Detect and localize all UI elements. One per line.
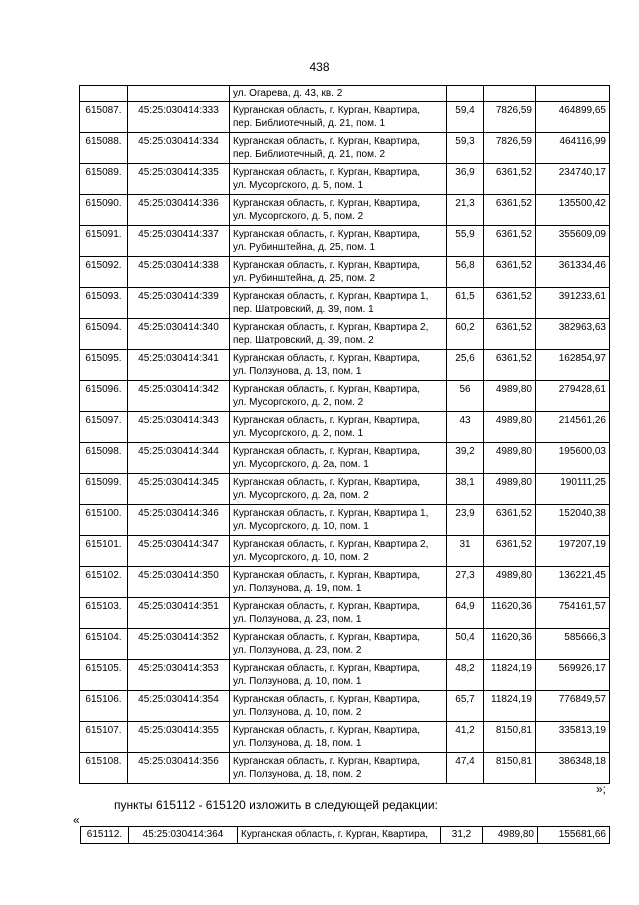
cadastral-cell: 45:25:030414:341 [128, 350, 230, 381]
price-cell: 6361,52 [484, 257, 536, 288]
area-cell: 48,2 [447, 660, 484, 691]
address-line-1: Курганская область, г. Курган, Квартира 1, [233, 291, 429, 302]
address-line-1: Курганская область, г. Курган, Квартира, [233, 415, 421, 426]
address-line-1: Курганская область, г. Курган, Квартира, [233, 260, 421, 271]
address-cell [230, 598, 447, 629]
table-row [80, 350, 610, 381]
address-line-2: ул. Ползунова, д. 10, пом. 2 [233, 707, 362, 718]
table-row [80, 257, 610, 288]
row-number-cell: 615100. [80, 505, 128, 536]
cadastral-cell: 45:25:030414:347 [128, 536, 230, 567]
address-cell [230, 350, 447, 381]
table-row [80, 660, 610, 691]
row-number-cell: 615097. [80, 412, 128, 443]
table-row [80, 133, 610, 164]
address-line-1: Курганская область, г. Курган, Квартира, [233, 756, 421, 767]
address-line-2: пер. Библиотечный, д. 21, пом. 2 [233, 149, 386, 160]
row-number-cell: 615092. [80, 257, 128, 288]
area-cell: 64,9 [447, 598, 484, 629]
cadastral-cell: 45:25:030414:356 [128, 753, 230, 784]
price-cell: 11620,36 [484, 598, 536, 629]
area-cell [447, 86, 484, 102]
address-line-1: Курганская область, г. Курган, Квартира, [233, 663, 421, 674]
row-number-cell: 615102. [80, 567, 128, 598]
cost-cell: 190111,25 [536, 474, 610, 505]
table-row [80, 443, 610, 474]
address-line-1: Курганская область, г. Курган, Квартира, [233, 167, 421, 178]
price-cell: 4989,80 [484, 381, 536, 412]
address-line-1: Курганская область, г. Курган, Квартира 2, [233, 322, 429, 333]
area-cell: 56,8 [447, 257, 484, 288]
table-row [80, 567, 610, 598]
cost-cell: 335813,19 [536, 722, 610, 753]
price-cell: 11824,19 [484, 660, 536, 691]
cadastral-cell: 45:25:030414:364 [129, 827, 238, 844]
address-cell [230, 567, 447, 598]
amended-table [80, 826, 610, 844]
price-cell: 6361,52 [484, 536, 536, 567]
cost-cell: 162854,97 [536, 350, 610, 381]
area-cell: 59,3 [447, 133, 484, 164]
row-number-cell: 615104. [80, 629, 128, 660]
cadastral-cell: 45:25:030414:335 [128, 164, 230, 195]
row-number-cell: 615099. [80, 474, 128, 505]
address-line-1: Курганская область, г. Курган, Квартира, [233, 229, 421, 240]
price-cell: 4989,80 [484, 443, 536, 474]
address-cell: Курганская область, г. Курган, Квартира, [238, 827, 441, 844]
area-cell: 55,9 [447, 226, 484, 257]
row-number-cell [80, 86, 128, 102]
cost-cell: 155681,66 [538, 827, 610, 844]
cadastral-cell [128, 86, 230, 102]
address-cell [230, 164, 447, 195]
page-number: 438 [309, 60, 330, 74]
price-cell: 4989,80 [484, 567, 536, 598]
table-row [80, 195, 610, 226]
address-cell [230, 133, 447, 164]
address-cell: ул. Огарева, д. 43, кв. 2 [230, 86, 447, 102]
cadastral-cell: 45:25:030414:355 [128, 722, 230, 753]
cost-cell [536, 86, 610, 102]
property-table [79, 85, 610, 784]
address-cell [230, 536, 447, 567]
address-line-1: Курганская область, г. Курган, Квартира 1, [233, 508, 429, 519]
cadastral-cell: 45:25:030414:354 [128, 691, 230, 722]
area-cell: 23,9 [447, 505, 484, 536]
cost-cell: 464899,65 [536, 102, 610, 133]
address-line-2: ул. Ползунова, д. 10, пом. 1 [233, 676, 362, 687]
cost-cell: 382963,63 [536, 319, 610, 350]
address-line-2: ул. Ползунова, д. 18, пом. 1 [233, 738, 362, 749]
cadastral-cell: 45:25:030414:334 [128, 133, 230, 164]
cadastral-cell: 45:25:030414:343 [128, 412, 230, 443]
row-number-cell: 615090. [80, 195, 128, 226]
address-cell [230, 722, 447, 753]
area-cell: 65,7 [447, 691, 484, 722]
address-line-1: Курганская область, г. Курган, Квартира, [233, 105, 421, 116]
table-row [80, 86, 610, 102]
address-line-2: ул. Мусоргского, д. 10, пом. 2 [233, 552, 369, 563]
row-number-cell: 615098. [80, 443, 128, 474]
table-row [80, 474, 610, 505]
cadastral-cell: 45:25:030414:333 [128, 102, 230, 133]
amendment-paragraph: пункты 615112 - 615120 изложить в следующей редакции: [114, 798, 438, 812]
address-line-2: ул. Ползунова, д. 13, пом. 1 [233, 366, 362, 377]
address-line-1: Курганская область, г. Курган, Квартира, [233, 136, 421, 147]
cost-cell: 197207,19 [536, 536, 610, 567]
address-line-2: ул. Ползунова, д. 19, пом. 1 [233, 583, 362, 594]
cadastral-cell: 45:25:030414:336 [128, 195, 230, 226]
address-cell [230, 288, 447, 319]
price-cell: 7826,59 [484, 133, 536, 164]
address-cell [230, 505, 447, 536]
address-line-1: Курганская область, г. Курган, Квартира, [233, 477, 421, 488]
price-cell: 6361,52 [484, 288, 536, 319]
table-row [80, 288, 610, 319]
cost-cell: 776849,57 [536, 691, 610, 722]
price-cell: 6361,52 [484, 505, 536, 536]
cadastral-cell: 45:25:030414:346 [128, 505, 230, 536]
table-row [80, 226, 610, 257]
address-line-2: пер. Шатровский, д. 39, пом. 2 [233, 335, 374, 346]
address-line-2: ул. Рубинштейна, д. 25, пом. 2 [233, 273, 376, 284]
address-cell [230, 474, 447, 505]
address-line-1: Курганская область, г. Курган, Квартира, [233, 198, 421, 209]
table-row [80, 164, 610, 195]
address-line-1: Курганская область, г. Курган, Квартира, [233, 725, 421, 736]
table-row [81, 827, 610, 844]
table-row [80, 722, 610, 753]
area-cell: 39,2 [447, 443, 484, 474]
price-cell: 4989,80 [484, 474, 536, 505]
cost-cell: 569926,17 [536, 660, 610, 691]
price-cell: 6361,52 [484, 226, 536, 257]
area-cell: 50,4 [447, 629, 484, 660]
area-cell: 25,6 [447, 350, 484, 381]
cost-cell: 361334,46 [536, 257, 610, 288]
area-cell: 41,2 [447, 722, 484, 753]
table-row [80, 753, 610, 784]
cost-cell: 195600,03 [536, 443, 610, 474]
address-cell [230, 226, 447, 257]
address-line-1: Курганская область, г. Курган, Квартира, [233, 384, 421, 395]
cost-cell: 754161,57 [536, 598, 610, 629]
address-line-2: ул. Мусоргского, д. 2а, пом. 1 [233, 459, 369, 470]
row-number-cell: 615089. [80, 164, 128, 195]
cost-cell: 585666,3 [536, 629, 610, 660]
address-line-2: ул. Ползунова, д. 23, пом. 2 [233, 645, 362, 656]
area-cell: 21,3 [447, 195, 484, 226]
area-cell: 36,9 [447, 164, 484, 195]
row-number-cell: 615095. [80, 350, 128, 381]
row-number-cell: 615094. [80, 319, 128, 350]
address-cell [230, 257, 447, 288]
address-cell [230, 753, 447, 784]
area-cell: 31 [447, 536, 484, 567]
address-cell [230, 381, 447, 412]
price-cell: 11824,19 [484, 691, 536, 722]
price-cell: 8150,81 [484, 753, 536, 784]
table-row [80, 536, 610, 567]
table-row [80, 102, 610, 133]
row-number-cell: 615103. [80, 598, 128, 629]
table-row [80, 598, 610, 629]
cadastral-cell: 45:25:030414:340 [128, 319, 230, 350]
price-cell: 7826,59 [484, 102, 536, 133]
cadastral-cell: 45:25:030414:350 [128, 567, 230, 598]
price-cell: 8150,81 [484, 722, 536, 753]
price-cell: 4989,80 [483, 827, 538, 844]
address-line-2: ул. Рубинштейна, д. 25, пом. 1 [233, 242, 376, 253]
row-number-cell: 615087. [80, 102, 128, 133]
cost-cell: 279428,61 [536, 381, 610, 412]
address-line-1: Курганская область, г. Курган, Квартира, [233, 632, 421, 643]
area-cell: 59,4 [447, 102, 484, 133]
address-cell [230, 629, 447, 660]
area-cell: 43 [447, 412, 484, 443]
cost-cell: 135500,42 [536, 195, 610, 226]
price-cell: 11620,36 [484, 629, 536, 660]
address-line-2: ул. Ползунова, д. 23, пом. 1 [233, 614, 362, 625]
cadastral-cell: 45:25:030414:352 [128, 629, 230, 660]
cadastral-cell: 45:25:030414:342 [128, 381, 230, 412]
address-cell [230, 412, 447, 443]
table-row [80, 319, 610, 350]
cost-cell: 391233,61 [536, 288, 610, 319]
table-row [80, 381, 610, 412]
address-cell [230, 102, 447, 133]
address-cell [230, 195, 447, 226]
price-cell: 6361,52 [484, 319, 536, 350]
price-cell: 6361,52 [484, 350, 536, 381]
address-cell [230, 660, 447, 691]
closing-quote: »; [596, 782, 607, 796]
row-number-cell: 615088. [80, 133, 128, 164]
table-row [80, 412, 610, 443]
address-line-1: Курганская область, г. Курган, Квартира, [233, 601, 421, 612]
row-number-cell: 615091. [80, 226, 128, 257]
cadastral-cell: 45:25:030414:338 [128, 257, 230, 288]
address-line-1: Курганская область, г. Курган, Квартира, [233, 694, 421, 705]
price-cell: 4989,80 [484, 412, 536, 443]
cost-cell: 234740,17 [536, 164, 610, 195]
price-cell [484, 86, 536, 102]
row-number-cell: 615105. [80, 660, 128, 691]
cost-cell: 136221,45 [536, 567, 610, 598]
area-cell: 56 [447, 381, 484, 412]
row-number-cell: 615093. [80, 288, 128, 319]
address-line-1: Курганская область, г. Курган, Квартира, [233, 446, 421, 457]
area-cell: 60,2 [447, 319, 484, 350]
address-line-1: Курганская область, г. Курган, Квартира, [233, 353, 421, 364]
address-line-2: ул. Мусоргского, д. 2, пом. 1 [233, 428, 364, 439]
area-cell: 27,3 [447, 567, 484, 598]
cadastral-cell: 45:25:030414:339 [128, 288, 230, 319]
opening-quote: « [73, 813, 80, 827]
cadastral-cell: 45:25:030414:344 [128, 443, 230, 474]
address-line-2: ул. Мусоргского, д. 10, пом. 1 [233, 521, 369, 532]
address-line-2: ул. Мусоргского, д. 5, пом. 2 [233, 211, 364, 222]
address-line-1: Курганская область, г. Курган, Квартира 2, [233, 539, 429, 550]
address-line-2: ул. Мусоргского, д. 5, пом. 1 [233, 180, 364, 191]
area-cell: 47,4 [447, 753, 484, 784]
address-line-2: ул. Мусоргского, д. 2а, пом. 2 [233, 490, 369, 501]
table-row [80, 505, 610, 536]
address-line-2: пер. Библиотечный, д. 21, пом. 1 [233, 118, 386, 129]
table-row [80, 691, 610, 722]
cost-cell: 152040,38 [536, 505, 610, 536]
cadastral-cell: 45:25:030414:345 [128, 474, 230, 505]
cadastral-cell: 45:25:030414:353 [128, 660, 230, 691]
address-cell [230, 691, 447, 722]
price-cell: 6361,52 [484, 195, 536, 226]
row-number-cell: 615096. [80, 381, 128, 412]
row-number-cell: 615107. [80, 722, 128, 753]
table-row [80, 629, 610, 660]
address-line-1: Курганская область, г. Курган, Квартира, [233, 570, 421, 581]
cadastral-cell: 45:25:030414:351 [128, 598, 230, 629]
row-number-cell: 615112. [81, 827, 129, 844]
row-number-cell: 615106. [80, 691, 128, 722]
cadastral-cell: 45:25:030414:337 [128, 226, 230, 257]
row-number-cell: 615108. [80, 753, 128, 784]
address-line-2: ул. Мусоргского, д. 2, пом. 2 [233, 397, 364, 408]
address-line-2: ул. Ползунова, д. 18, пом. 2 [233, 769, 362, 780]
row-number-cell: 615101. [80, 536, 128, 567]
address-cell [230, 319, 447, 350]
area-cell: 38,1 [447, 474, 484, 505]
price-cell: 6361,52 [484, 164, 536, 195]
cost-cell: 386348,18 [536, 753, 610, 784]
address-cell [230, 443, 447, 474]
area-cell: 61,5 [447, 288, 484, 319]
cost-cell: 464116,99 [536, 133, 610, 164]
address-line-2: пер. Шатровский, д. 39, пом. 1 [233, 304, 374, 315]
cost-cell: 214561,26 [536, 412, 610, 443]
cost-cell: 355609,09 [536, 226, 610, 257]
area-cell: 31,2 [441, 827, 483, 844]
